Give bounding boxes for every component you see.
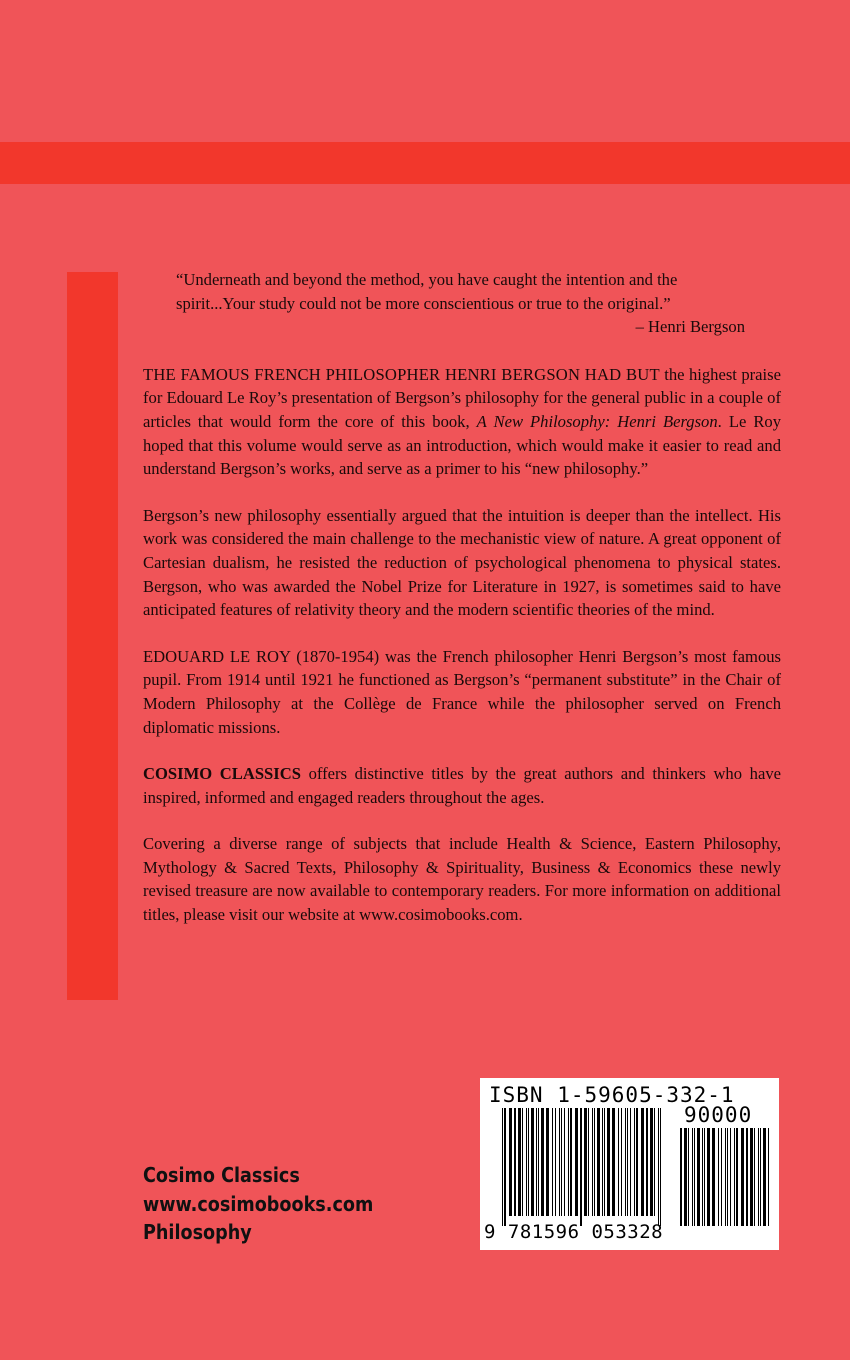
barcode-bar: [575, 1108, 578, 1216]
barcode-bar: [768, 1128, 769, 1226]
barcode-bar: [763, 1128, 766, 1226]
barcode-bar: [641, 1108, 644, 1216]
imprint-publisher: Cosimo Classics: [143, 1163, 300, 1187]
barcode-bar: [750, 1128, 753, 1226]
back-cover-text: [143, 268, 781, 927]
barcode-bar: [721, 1128, 722, 1226]
imprint-category: Philosophy: [143, 1220, 252, 1244]
publisher-imprint: [143, 1161, 373, 1247]
barcode-bar: [702, 1128, 703, 1226]
barcode-bar: [522, 1108, 523, 1216]
barcode-bar: [536, 1108, 537, 1216]
barcode-bar: [746, 1128, 748, 1226]
barcode-bar: [561, 1108, 562, 1216]
barcode-bar: [712, 1128, 715, 1226]
barcode-bar: [528, 1108, 529, 1216]
barcode-bar: [509, 1108, 512, 1216]
barcode-bar: [680, 1128, 682, 1226]
barcode-bar: [630, 1108, 631, 1216]
barcode-bar: [727, 1128, 728, 1226]
barcode-bar: [736, 1128, 738, 1226]
isbn-label: ISBN 1-59605-332-1: [489, 1083, 735, 1107]
barcode-bar: [760, 1128, 761, 1226]
barcode-bar: [658, 1108, 659, 1226]
barcode-bar: [518, 1108, 521, 1216]
barcode-bar: [612, 1108, 615, 1216]
paragraph-text: the highest praise for Edouard Le Roy’s presentation of Bergson’s philosophy for the general public in a couple of articles that would form the core of this book,: [143, 364, 781, 431]
barcode-bar: [514, 1108, 516, 1216]
paragraph-text: offers distinctive titles by the great authors and thinkers who have inspired, informed and engaged readers throughout the ages.: [143, 764, 781, 807]
barcode-bar: [594, 1108, 595, 1216]
barcode-bar: [607, 1108, 610, 1216]
barcode-bar: [584, 1108, 587, 1216]
top-accent-band: [0, 142, 850, 184]
barcode-bar: [568, 1108, 569, 1216]
quote-line: “Underneath and beyond the method, you have caught the intention and the: [176, 270, 678, 289]
barcode-bar: [707, 1128, 710, 1226]
barcode-bar: [597, 1108, 600, 1216]
barcode-bar: [718, 1128, 719, 1226]
barcode-bar: [741, 1128, 744, 1226]
barcode-bar: [725, 1128, 726, 1226]
paragraph-text: . Le Roy hoped that this volume would serve as an introduction, which would make it easier to read and understand Bergson’s works, and serve as a primer to his “new philosophy.”: [143, 411, 781, 479]
paragraph-lead-caps: THE FAMOUS FRENCH PHILOSOPHER HENRI BERGSON HAD BUT: [143, 364, 660, 384]
publisher-paragraph: [143, 762, 781, 809]
barcode-bar: [531, 1108, 534, 1216]
barcode-bar: [555, 1108, 556, 1216]
barcode-bar: [504, 1108, 506, 1226]
barcode-bar: [552, 1108, 553, 1216]
barcode-bar: [564, 1108, 565, 1216]
barcode-bar: [592, 1108, 593, 1216]
price-addon-label: 90000: [684, 1103, 753, 1127]
barcode-bar: [636, 1108, 638, 1216]
barcode-bar: [704, 1128, 705, 1226]
barcode-bar: [694, 1128, 695, 1226]
barcode-bar: [588, 1108, 589, 1216]
barcode-bar: [697, 1128, 700, 1226]
barcode-bar: [684, 1128, 687, 1226]
barcode-bar: [734, 1128, 735, 1226]
author-bio-paragraph: EDOUARD LE ROY (1870-1954) was the French philosopher Henri Bergson’s most famous pupil. From 1914 until 1921 he functioned as Bergson’s “permanent substitute” in the Chair of Modern Philosophy at the Collège de France while the philosopher served on French diplomatic missions.: [143, 646, 781, 737]
barcode-bar: [604, 1108, 605, 1216]
barcode-bar: [546, 1108, 549, 1216]
barcode-bar: [654, 1108, 655, 1216]
philosophy-paragraph: Bergson’s new philosophy essentially argued that the intuition is deeper than the intellect. His work was considered the main challenge to the mechanistic view of nature. A great opponent of Cartesian dualism, he resisted the reduction of psychological phenomena to physical states. Bergson, who was awarded the Nobel Prize for Literature in 1927, is sometimes said to have anticipated features of relativity theory and the modern scientific theories of the mind.: [143, 505, 781, 620]
barcode-bar: [618, 1108, 619, 1216]
catalog-paragraph: Covering a diverse range of subjects that include Health & Science, Eastern Philosophy, Mythology & Sacred Texts, Philosophy & Spirituality, Business & Economics these newly revised treasure are now available to contemporary readers. For more information on additional titles, please visit our website at www.cosimobooks.com.: [143, 834, 781, 925]
barcode-bar: [580, 1108, 582, 1226]
quote-attribution: – Henri Bergson: [635, 317, 745, 337]
barcode-bar: [621, 1108, 622, 1216]
isbn-barcode: [480, 1078, 779, 1250]
bergson-quote: [143, 268, 781, 315]
barcode-bar: [526, 1108, 527, 1216]
barcode-bar: [541, 1108, 544, 1216]
quote-line: spirit...Your study could not be more conscientious or true to the original.”: [176, 293, 671, 313]
barcode-bar: [625, 1108, 626, 1216]
barcode-bar: [502, 1108, 503, 1226]
side-accent-bar: [67, 272, 118, 1000]
barcode-bar: [650, 1108, 653, 1216]
barcode-bar: [602, 1108, 603, 1216]
barcode-bar: [660, 1108, 661, 1226]
barcode-bar: [570, 1108, 572, 1216]
ean-label: 9 781596 053328: [484, 1221, 664, 1243]
barcode-bar: [754, 1128, 755, 1226]
barcode-bar: [758, 1128, 759, 1226]
barcode-bar: [538, 1108, 539, 1216]
description-paragraph: [143, 363, 781, 481]
barcode-bar: [692, 1128, 693, 1226]
barcode-bar: [646, 1108, 648, 1216]
barcode-bar: [730, 1128, 731, 1226]
barcode-bar: [688, 1128, 689, 1226]
barcode-bar: [634, 1108, 635, 1216]
barcode-bar: [627, 1108, 628, 1216]
imprint-website: www.cosimobooks.com: [143, 1191, 374, 1216]
book-title: A New Philosophy: Henri Bergson: [476, 411, 718, 431]
barcode-bar: [559, 1108, 560, 1216]
publisher-brand: COSIMO CLASSICS: [143, 764, 301, 784]
